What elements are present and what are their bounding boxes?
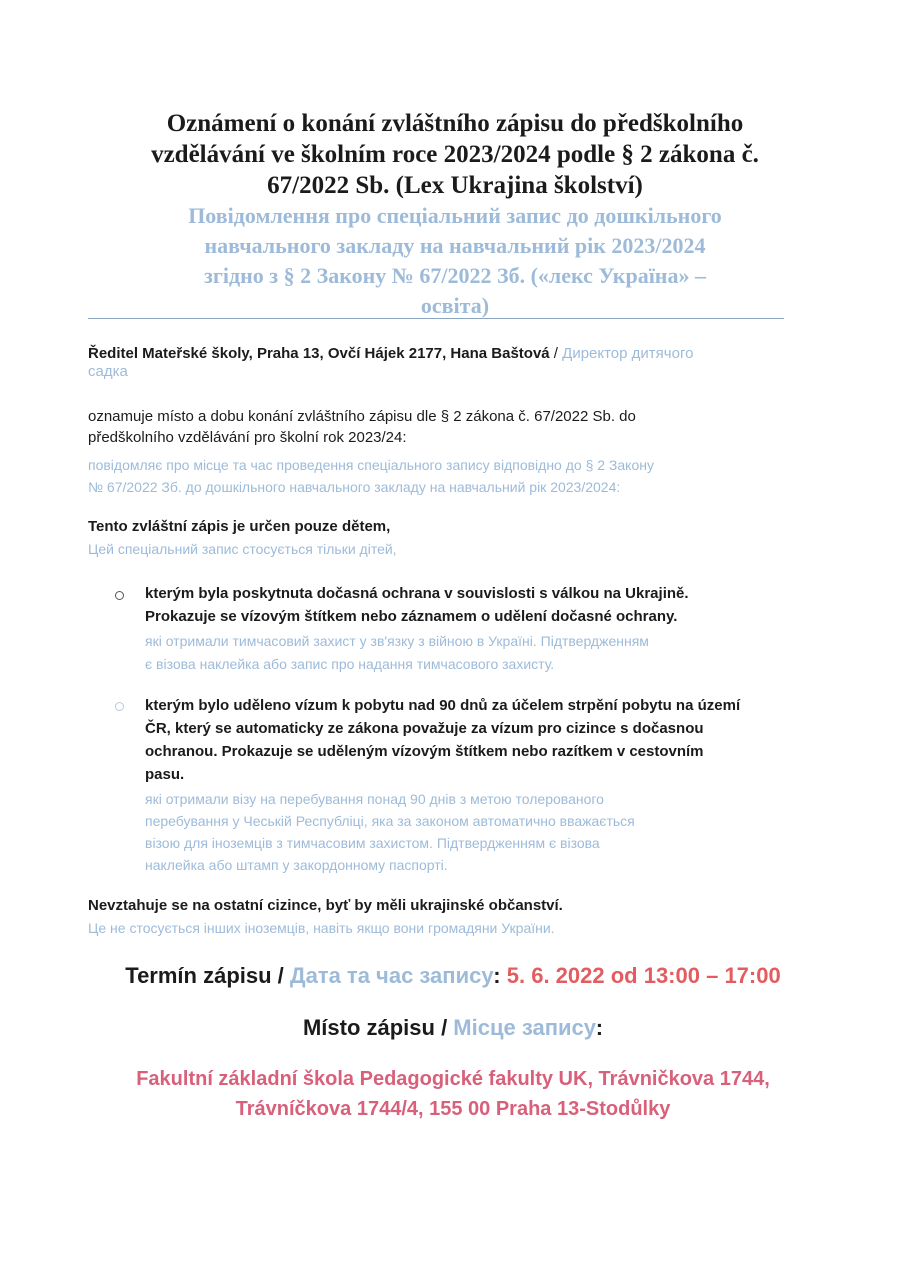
director-ua-continued: садка bbox=[88, 363, 128, 380]
address-line: Trávníčkova 1744/4, 155 00 Praha 13-Stodůlky bbox=[235, 1098, 671, 1120]
intended-ua: Цей спеціальний запис стосується тільки дітей, bbox=[88, 541, 397, 557]
title-czech-line: vzdělávání ve školním roce 2023/2024 podle § 2 zákona č. bbox=[151, 141, 759, 168]
enrollment-term bbox=[0, 963, 906, 989]
bullet-2-cz-line: pasu. bbox=[145, 766, 185, 783]
bullet-2-cz-line: ochranou. Prokazuje se uděleným vízovým štítkem nebo razítkem v cestovním bbox=[145, 743, 704, 760]
announce-ua-line: повідомляє про місце та час проведення спеціального запису відповідно до § 2 Закону bbox=[88, 457, 654, 473]
not-applicable-cz: Nevztahuje se na ostatní cizince, byť by měli ukrajinské občanství. bbox=[88, 897, 563, 914]
title-czech-line: Oznámení o konání zvláštního zápisu do předškolního bbox=[166, 110, 744, 137]
title-divider bbox=[88, 318, 784, 319]
bullet-circle-icon bbox=[115, 702, 124, 711]
title-czech-line: 67/2022 Sb. (Lex Ukrajina školství) bbox=[267, 172, 643, 199]
title-ukrainian bbox=[90, 201, 820, 321]
not-applicable-ua: Це не стосується інших іноземців, навіть якщо вони громадяни України. bbox=[88, 920, 555, 936]
place-separator: / bbox=[434, 1015, 454, 1040]
address-line: Fakultní základní škola Pedagogické fakulty UK, Trávničkova 1744, bbox=[136, 1068, 770, 1090]
term-value: 5. 6. 2022 od 13:00 – 17:00 bbox=[506, 963, 781, 988]
director-separator: / bbox=[549, 345, 563, 362]
term-colon: : bbox=[493, 963, 507, 988]
bullet-2-ua-line: перебування у Чеській Республіці, яка за законом автоматично вважається bbox=[145, 813, 635, 829]
title-ukrainian-line: навчального закладу на навчальний рік 2023/2024 bbox=[204, 233, 706, 258]
announce-cz-line: předškolního vzdělávání pro školní rok 2023/24: bbox=[88, 429, 407, 446]
enrollment-place bbox=[0, 1015, 906, 1041]
title-ukrainian-line: згідно з § 2 Закону № 67/2022 Зб. («лекс Україна» – bbox=[204, 263, 706, 288]
bullet-2-cz-line: kterým bylo uděleno vízum k pobytu nad 90 dnů za účelem strpění pobytu na území bbox=[145, 697, 741, 714]
term-label-cz: Termín zápisu bbox=[125, 963, 272, 988]
bullet-2-ua-line: візою для іноземців з тимчасовим захистом. Підтвердженням є візова bbox=[145, 835, 600, 851]
bullet-1-ua-line: які отримали тимчасовий захист у зв'язку з війною в Україні. Підтвердженням bbox=[145, 633, 649, 649]
bullet-2-ua-line: які отримали візу на перебування понад 90 днів з метою толерованого bbox=[145, 791, 604, 807]
bullet-1-cz-line: Prokazuje se vízovým štítkem nebo záznamem o udělení dočasné ochrany. bbox=[145, 608, 678, 625]
announce-cz-line: oznamuje místo a dobu konání zvláštního zápisu dle § 2 zákona č. 67/2022 Sb. do bbox=[88, 408, 636, 425]
term-separator: / bbox=[271, 963, 290, 988]
term-label-ua: Дата та час запису bbox=[289, 963, 494, 988]
bullet-1-ua-line: є візова наклейка або запис про надання тимчасового захисту. bbox=[145, 656, 555, 672]
bullet-circle-icon bbox=[115, 591, 124, 600]
director-ua: Директор дитячого bbox=[562, 345, 694, 362]
bullet-2-cz-line: ČR, který se automaticky ze zákona považuje za vízum pro cizince s dočasnou bbox=[145, 720, 704, 737]
title-ukrainian-line: освіта) bbox=[420, 293, 490, 318]
place-label-ua: Місце запису bbox=[453, 1015, 596, 1040]
place-colon: : bbox=[595, 1015, 604, 1040]
place-label-cz: Místo zápisu bbox=[302, 1015, 435, 1040]
bullet-1-cz-line: kterým byla poskytnuta dočasná ochrana v souvislosti s válkou na Ukrajině. bbox=[145, 585, 689, 602]
bullet-2-ua-line: наклейка або штамп у закордонному паспорті. bbox=[145, 857, 448, 873]
title-czech bbox=[90, 108, 820, 201]
director-cz: Ředitel Mateřské školy, Praha 13, Ovčí Hájek 2177, Hana Baštová bbox=[88, 345, 550, 362]
title-ukrainian-line: Повідомлення про спеціальний запис до дошкільного bbox=[188, 203, 722, 228]
director-line bbox=[88, 345, 693, 362]
announce-ua-line: № 67/2022 Зб. до дошкільного навчального закладу на навчальний рік 2023/2024: bbox=[88, 479, 621, 495]
intended-cz: Tento zvláštní zápis je určen pouze dětem, bbox=[88, 518, 391, 535]
